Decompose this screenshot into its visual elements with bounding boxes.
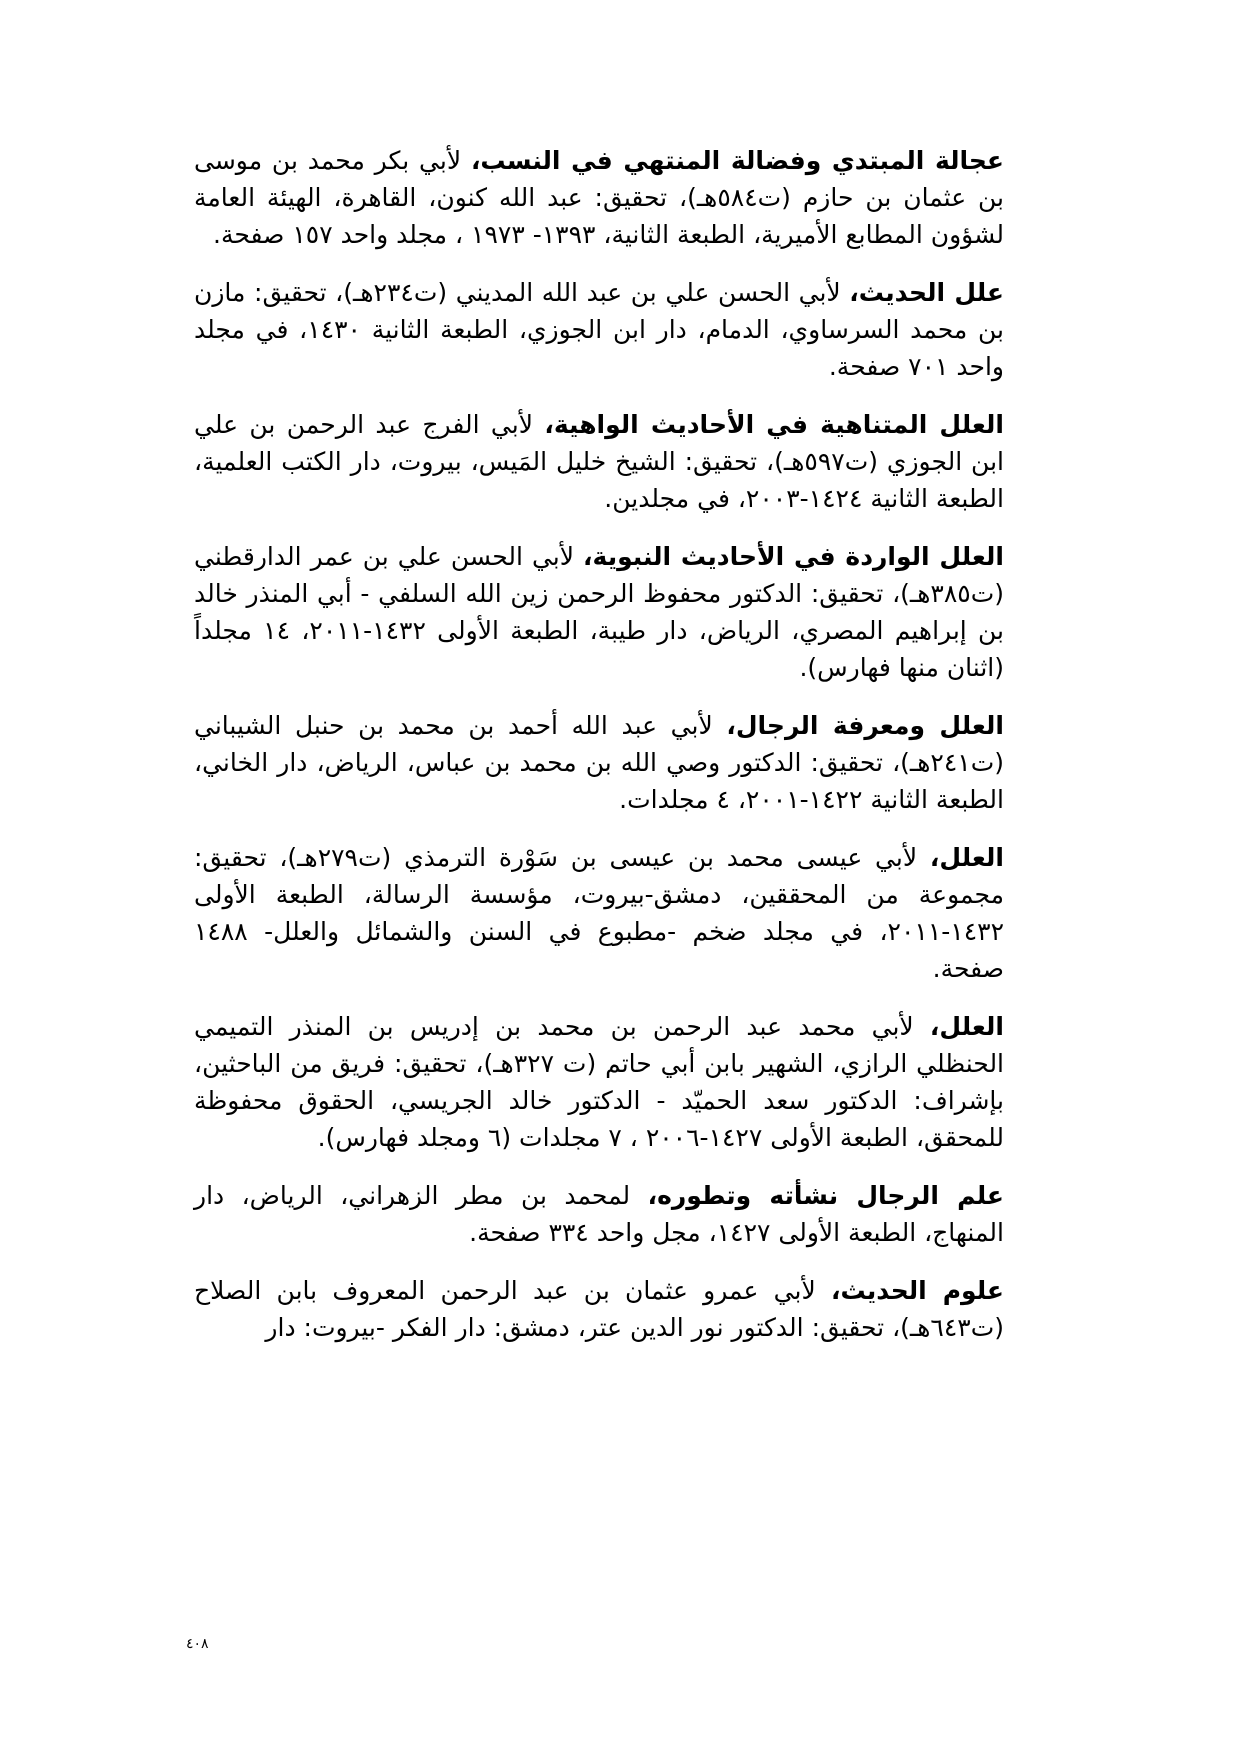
entry-details: لأبي عيسى محمد بن عيسى بن سَوْرة الترمذي (ت٢٧٩هـ)، تحقيق: مجموعة من المحققين، دمشق-بيروت، مؤسسة الرسالة، الطبعة الأولى ١٤٣٢-٢٠١١، في مجلد ضخم -مطبوع في السنن والشمائل والعلل- ١٤٨٨ صفحة. <box>194 843 1004 983</box>
bibliography-entry <box>194 406 1004 517</box>
bibliography-entry <box>194 1008 1004 1156</box>
entry-details: لأبي الحسن علي بن عبد الله المديني (ت٢٣٤هـ)، تحقيق: مازن بن محمد السرساوي، الدمام، دار ابن الجوزي، الطبعة الثانية ١٤٣٠، في مجلد واحد ٧٠١ صفحة. <box>194 278 1004 381</box>
bibliography-entry <box>194 538 1004 686</box>
entry-title: علوم الحديث، <box>830 1276 1004 1305</box>
entry-details: لأبي الفرج عبد الرحمن بن علي ابن الجوزي (ت٥٩٧هـ)، تحقيق: الشيخ خليل المَيس، بيروت، دار الكتب العلمية، الطبعة الثانية ١٤٢٤-٢٠٠٣، في مجلدين. <box>194 410 1004 513</box>
bibliography-entry <box>194 707 1004 818</box>
entry-title: العلل، <box>929 1012 1004 1041</box>
entry-title: العلل ومعرفة الرجال، <box>726 711 1004 740</box>
bibliography-entry <box>194 1272 1004 1346</box>
entry-details: لمحمد بن مطر الزهراني، الرياض، دار المنهاج، الطبعة الأولى ١٤٢٧، مجل واحد ٣٣٤ صفحة. <box>194 1181 1004 1247</box>
bibliography-entry <box>194 839 1004 987</box>
page-number: ٤٠٨ <box>186 1636 209 1652</box>
bibliography-entry <box>194 142 1004 253</box>
entry-details: لأبي عبد الله أحمد بن محمد بن حنبل الشيباني (ت٢٤١هـ)، تحقيق: الدكتور وصي الله بن محمد بن عباس، الرياض، دار الخاني، الطبعة الثانية ١٤٢٢-٢٠٠١، ٤ مجلدات. <box>194 711 1004 814</box>
entry-title: علم الرجال نشأته وتطوره، <box>647 1181 1004 1210</box>
entry-title: عجالة المبتدي وفضالة المنتهي في النسب، <box>470 146 1004 175</box>
bibliography-entry <box>194 274 1004 385</box>
entry-title: العلل الواردة في الأحاديث النبوية، <box>583 542 1004 571</box>
entry-details: لأبي محمد عبد الرحمن بن محمد بن إدريس بن المنذر التميمي الحنظلي الرازي، الشهير بابن أبي حاتم (ت ٣٢٧هـ)، تحقيق: فريق من الباحثين، بإشراف: الدكتور سعد الحميّد - الدكتور خالد الجريسي، الحقوق محفوظة للمحقق، الطبعة الأولى ١٤٢٧-٢٠٠٦ ، ٧ مجلدات (٦ ومجلد فهارس). <box>194 1012 1005 1152</box>
entry-details: لأبي الحسن علي بن عمر الدارقطني (ت٣٨٥هـ)، تحقيق: الدكتور محفوظ الرحمن زين الله السلفي - أبي المنذر خالد بن إبراهيم المصري، الرياض، دار طيبة، الطبعة الأولى ١٤٣٢-٢٠١١، ١٤ مجلداً (اثنان منها فهارس). <box>194 542 1005 682</box>
entry-details: لأبي بكر محمد بن موسى بن عثمان بن حازم (ت٥٨٤هـ)، تحقيق: عبد الله كنون، القاهرة، الهيئة العامة لشؤون المطابع الأميرية، الطبعة الثانية، ١٣٩٣- ١٩٧٣ ، مجلد واحد ١٥٧ صفحة. <box>194 146 1004 249</box>
entry-title: العلل المتناهية في الأحاديث الواهية، <box>544 410 1004 439</box>
entry-title: العلل، <box>929 843 1004 872</box>
bibliography-entry <box>194 1177 1004 1251</box>
entry-title: علل الحديث، <box>849 278 1004 307</box>
bibliography-list <box>194 142 1004 1367</box>
entry-details: لأبي عمرو عثمان بن عبد الرحمن المعروف بابن الصلاح (ت٦٤٣هـ)، تحقيق: الدكتور نور الدين عتر، دمشق: دار الفكر -بيروت: دار <box>194 1276 1004 1342</box>
